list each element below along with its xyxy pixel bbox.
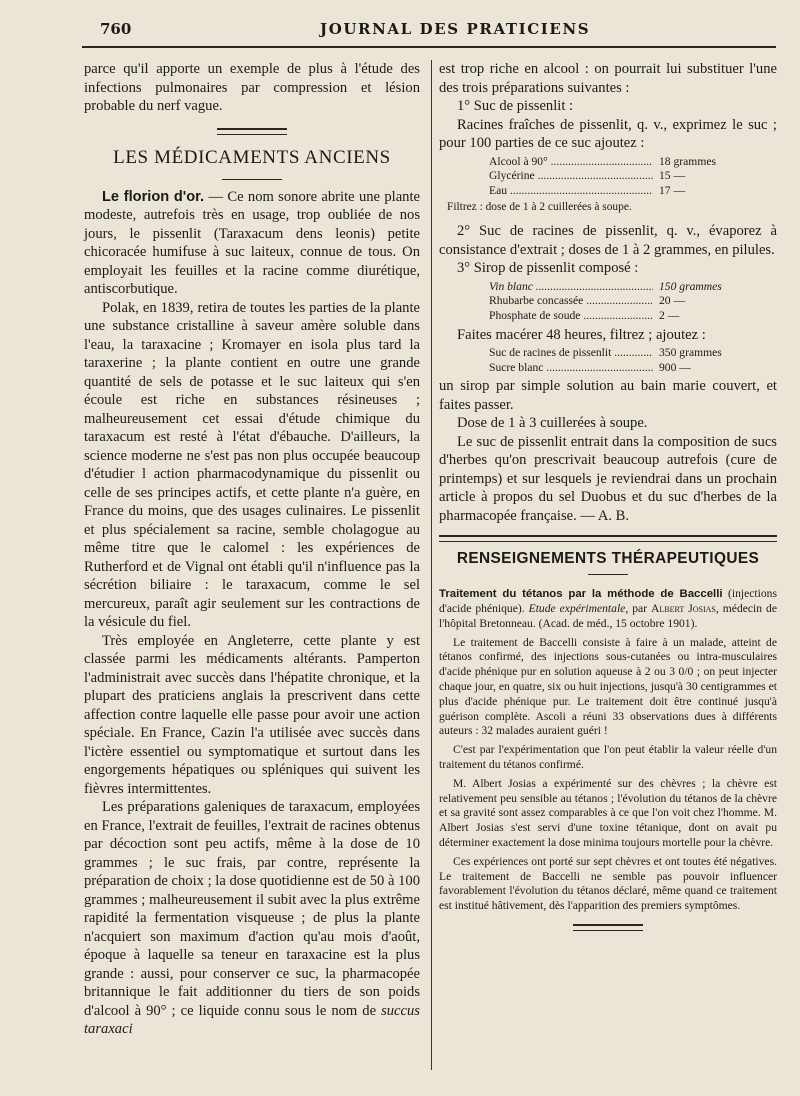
paragraph-text: M. Albert Josias a expérimenté sur des chèvres ; la chèvre est relativement peu sensible au tétanos ; l'évolution du tétanos de la chèvre et sa gravité sont assez comparables à ce que l'on voit chez l'homme. M. [439, 776, 777, 820]
article-subtitle: Etude expérimentale [528, 602, 626, 616]
header-rule [82, 46, 776, 48]
recipe-row [489, 169, 739, 184]
article-heading [439, 587, 777, 631]
quantity-value: 15 [659, 169, 671, 183]
paragraph-florion [84, 188, 420, 299]
quantity-value: 2 [659, 308, 665, 322]
recipe-row [489, 346, 739, 361]
recipe-2 [489, 280, 739, 324]
article-title: Traitement du tétanos par la méthode de Baccelli [439, 588, 723, 601]
section-title: LES MÉDICAMENTS ANCIENS [113, 146, 391, 168]
ingredient-name: Suc de racines de pissenlit ..... [489, 346, 653, 361]
quantity-unit: — [673, 294, 686, 308]
ingredient-name: Alcool à 90° ..... [489, 155, 653, 170]
quantity-unit: — [673, 183, 686, 197]
recipe-row [489, 280, 739, 295]
recipe-3 [489, 346, 739, 375]
end-separator [573, 924, 643, 931]
column-divider [431, 60, 432, 1070]
paragraph-text: s'est servi d'une toxine tétanique, dont on avait pu déterminer exactement la dose minima toujours mortelle pour la chèvre. [439, 821, 777, 849]
title-underline [588, 574, 628, 575]
page-header [0, 0, 800, 44]
article-reference: , par [625, 602, 652, 616]
ingredient-quantity [653, 184, 739, 199]
preparation-3-title: 3° Sirop de pissenlit composé : [457, 260, 639, 277]
paragraph-text: — Ce nom sonore abrite une plante modeste, autrefois très en usage, trop oubliée de nos jours, le pissenlit (Taraxacum dens leonis) petite chicoracée humifuse à suc laiteux, connue de tous. On employait les feuilles et la racine comme diurétique, antiscorbutique. [84, 188, 420, 297]
article-reference: , médecin de l'hôpital Bretonneau. (Acad. de méd., 15 octobre 1901). [439, 602, 777, 630]
title-underline [222, 179, 282, 180]
article-paragraph: Le traitement de Baccelli consiste à faire à un malade, atteint de tétanos confirmé, des injections sous-cutanées ou intra-musculaires d'acide phénique pur en solution aqueuse à 2 ou 3 0/0 ; on peut injecter chaque jour, en quatre, six ou huit injections, jusqu'à 30 centigrammes et plus d'acide phénique pur. Le traitement doit être continué jusqu'à guérison complète. Ascoli a réuni 33 observations dues à différents auteurs : 32 malades auraient guéri ! [439, 635, 777, 738]
quantity-unit: grammes [679, 346, 722, 360]
article-paragraph: C'est par l'expérimentation que l'on peut établir la valeur réelle d'un traitement du tétanos confirmé. [439, 743, 777, 772]
intro-paragraph: parce qu'il apporte un exemple de plus à l'étude des infections pulmonaires par compression et lésion probable du nerf vague. [84, 61, 420, 114]
ingredient-quantity [653, 309, 739, 324]
page-number: 760 [100, 20, 132, 38]
preparation-1-text: Racines fraîches de pissenlit, q. v., exprimez le suc ; pour 100 parties de ce suc ajoutez : [439, 116, 777, 151]
dosage-note: Filtrez : dose de 1 à 2 cuillerées à soupe. [447, 201, 632, 214]
author-name: Albert Josias [439, 821, 504, 835]
recipe-1 [489, 155, 739, 199]
ingredient-name: Vin blanc ..... [489, 280, 653, 295]
running-title: JOURNAL DES PRATICIENS [320, 20, 591, 38]
article-paragraph: Ces expériences ont porté sur sept chèvres et ont toutes été négatives. Le traitement de Baccelli ne semble pas pouvoir influencer favorablement l'évolution du tétanos déclaré, même quand ce traitement est institué hâtivement, dès l'apparition des premiers symptômes. [439, 854, 777, 913]
conclusion-paragraph: Le suc de pissenlit entrait dans la composition de sucs d'herbes qu'on prescrivait beaucoup autrefois (cure de printemps) et sur lesquels je reviendrai dans un prochain article à propos du sel Duobus et du suc d'herbes de la pharmacopée française. — A. B. [439, 433, 777, 524]
quantity-unit: — [667, 308, 680, 322]
sirop-instruction: un sirop par simple solution au bain marie couvert, et faites passer. [439, 378, 777, 413]
maceration-instruction: Faites macérer 48 heures, filtrez ; ajoutez : [457, 326, 706, 343]
section-separator [217, 128, 287, 135]
preparation-2: 2° Suc de racines de pissenlit, q. v., évaporez à consistance d'extrait ; doses de 1 à 2 grammes, en pilules. [439, 223, 777, 258]
quantity-value: 20 [659, 294, 671, 308]
continuation-paragraph: est trop riche en alcool : on pourrait lui substituer l'une des trois préparations suivantes : [439, 61, 777, 96]
ingredient-name: Glycérine ..... [489, 169, 653, 184]
quantity-unit: — [673, 169, 686, 183]
latin-term: succus taraxaci [84, 1002, 420, 1037]
ingredient-quantity [653, 155, 739, 170]
recipe-row [489, 184, 739, 199]
quantity-value: 350 [659, 346, 677, 360]
quantity-value: 900 [659, 360, 677, 374]
paragraph-preparations [84, 798, 420, 1039]
recipe-row [489, 361, 739, 376]
ingredient-quantity [653, 280, 739, 295]
quantity-unit: grammes [679, 279, 722, 293]
ingredient-quantity [653, 294, 739, 309]
dose-instruction: Dose de 1 à 3 cuillerées à soupe. [457, 415, 648, 432]
ingredient-quantity [653, 361, 739, 376]
right-column [439, 60, 777, 943]
quantity-value: 150 [659, 279, 677, 293]
ingredient-name: Eau ..... [489, 184, 653, 199]
article-author: Albert Josias [651, 602, 716, 616]
recipe-row [489, 309, 739, 324]
quantity-unit: — [679, 360, 691, 374]
paragraph-angleterre: Très employée en Angleterre, cette plante y est classée parmi les médicaments altérants. Pamperton l'administrait avec succès dans l'hépatite chronique, et la plupart des praticiens anglais la prescrivent dans cette affection contre laquelle elle passe pour avoir une action spéciale. En France, Cazin l'a utilisée avec succès dans l'ictère essentiel ou symptomatique et surtout dans les engorgements hépatiques ou spléniques qui suivent les fièvres intermittentes. [84, 632, 420, 797]
paragraph-lead: Le florion d'or. [102, 188, 205, 205]
recipe-row [489, 294, 739, 309]
paragraph-polak: Polak, en 1839, retira de toutes les parties de la plante une substance cristalline à saveur amère soluble dans l'eau, la taraxacine ; Kromayer en isola plus tard la taraxerine ; la plante contient en outre une grande quantité de sels de potasse et le suc laiteux qui s'en écoule est riche en substances résineuses ; malheureusement cet essai d'étude chimique du taraxacum est resté à l'état d'ébauche. D'ailleurs, la science moderne ne s'est pas non plus occupée beaucoup d'étudier l action pharmacodynamique du pissenlit ou celle de ses principes actifs, et cette plante n'a guère, en France du moins, que des usages culinaires. Le pissenlit et plus spécialement sa racine, semble cholagogue au même titre que le calomel : les expériences de Rutherford et de Vignal ont établi qu'il n'influence pas la sécrétion biliaire : le taraxacum, comme le sel mercureux, paraît agir seulement sur les contractions de la vésicule du fiel. [84, 299, 420, 630]
quantity-value: 18 [659, 154, 671, 168]
article-paragraph [439, 777, 777, 851]
ingredient-name: Rhubarbe concassée ..... [489, 294, 653, 309]
quantity-unit: grammes [673, 154, 716, 168]
ingredient-name: Sucre blanc ..... [489, 361, 653, 376]
paragraph-text: Les préparations galeniques de taraxacum, employées en France, l'extrait de feuilles, l'extrait de racines obtenus par décoction sont peu actifs, même à la dose de 10 grammes ; le suc frais, par contre, représente la préparation de choix ; la dose quotidienne est de 50 à 100 grammes ; malheureusement il subit avec la plus extrême rapidité la fermentation visqueuse ; de plus la plante n'acquiert son maximum d'action qu'au mois d'août, époque à laquelle sa teneur en taraxacine est la plus grande : aussi, pour conserver ce suc, la pharmacopée britannique le fait additionner du tiers de son poids d'alcool à 90° ; ce liquide connu sous le nom de [84, 799, 420, 1019]
quantity-value: 17 [659, 183, 671, 197]
ingredient-quantity [653, 346, 739, 361]
article-reference: (injections d'acide phénique). [439, 587, 777, 616]
recipe-row [489, 155, 739, 170]
left-column [84, 60, 420, 1039]
preparation-1-title: 1° Suc de pissenlit : [457, 98, 574, 114]
section-separator [439, 535, 777, 542]
section-2-title: RENSEIGNEMENTS THÉRAPEUTIQUES [456, 550, 760, 568]
ingredient-name: Phosphate de soude ..... [489, 309, 653, 324]
ingredient-quantity [653, 169, 739, 184]
